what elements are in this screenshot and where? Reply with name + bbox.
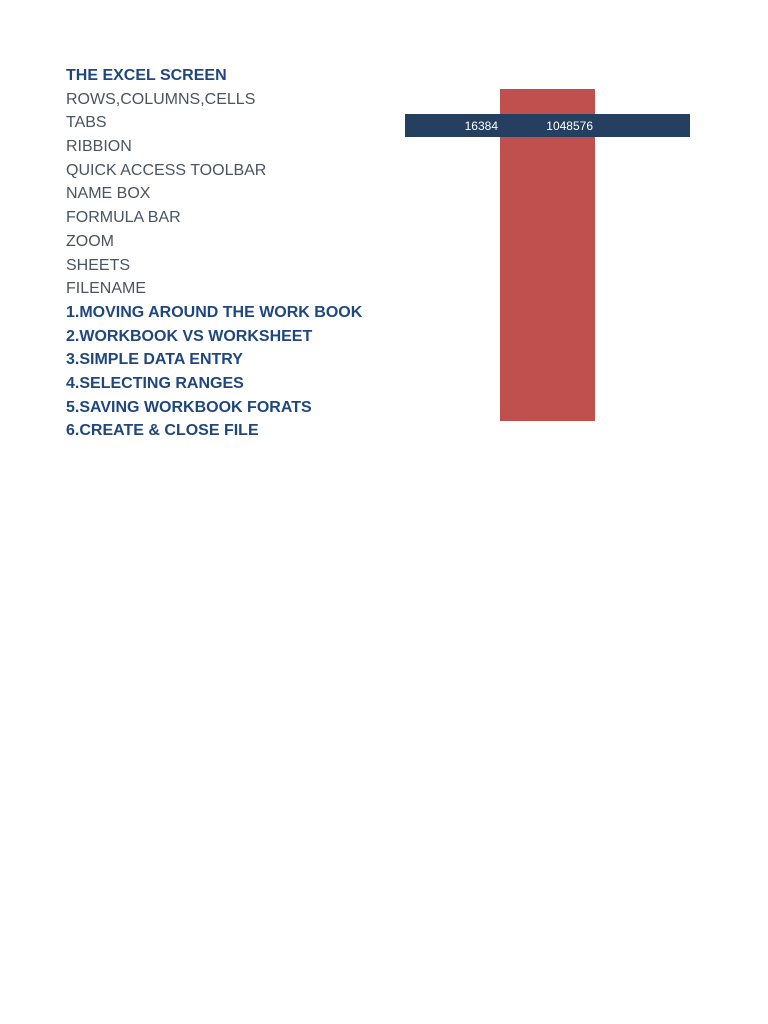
red-column-fill <box>500 89 595 421</box>
topic-item: RIBBION <box>66 138 132 156</box>
topic-item: ZOOM <box>66 232 114 250</box>
list-heading: THE EXCEL SCREEN <box>66 67 227 84</box>
topic-item: SHEETS <box>66 256 131 274</box>
topic-item: QUICK ACCESS TOOLBAR <box>66 161 267 179</box>
lesson-item: 3.SIMPLE DATA ENTRY <box>66 351 243 369</box>
lesson-item: 6.CREATE & CLOSE FILE <box>66 422 259 440</box>
lesson-item: 5.SAVING WORKBOOK FORATS <box>66 398 312 416</box>
column-count-value: 16384 <box>464 119 498 133</box>
row-count-value: 1048576 <box>546 119 593 133</box>
topic-item: ROWS,COLUMNS,CELLS <box>66 90 256 108</box>
topic-list <box>66 64 396 443</box>
lesson-item: 2.WORKBOOK VS WORKSHEET <box>66 327 313 345</box>
topic-item: FORMULA BAR <box>66 209 181 227</box>
lesson-item: 1.MOVING AROUND THE WORK BOOK <box>66 303 363 321</box>
topic-item: FILENAME <box>66 280 147 298</box>
lesson-item: 4.SELECTING RANGES <box>66 374 244 392</box>
topic-item: NAME BOX <box>66 185 151 203</box>
topic-item: TABS <box>66 114 107 132</box>
